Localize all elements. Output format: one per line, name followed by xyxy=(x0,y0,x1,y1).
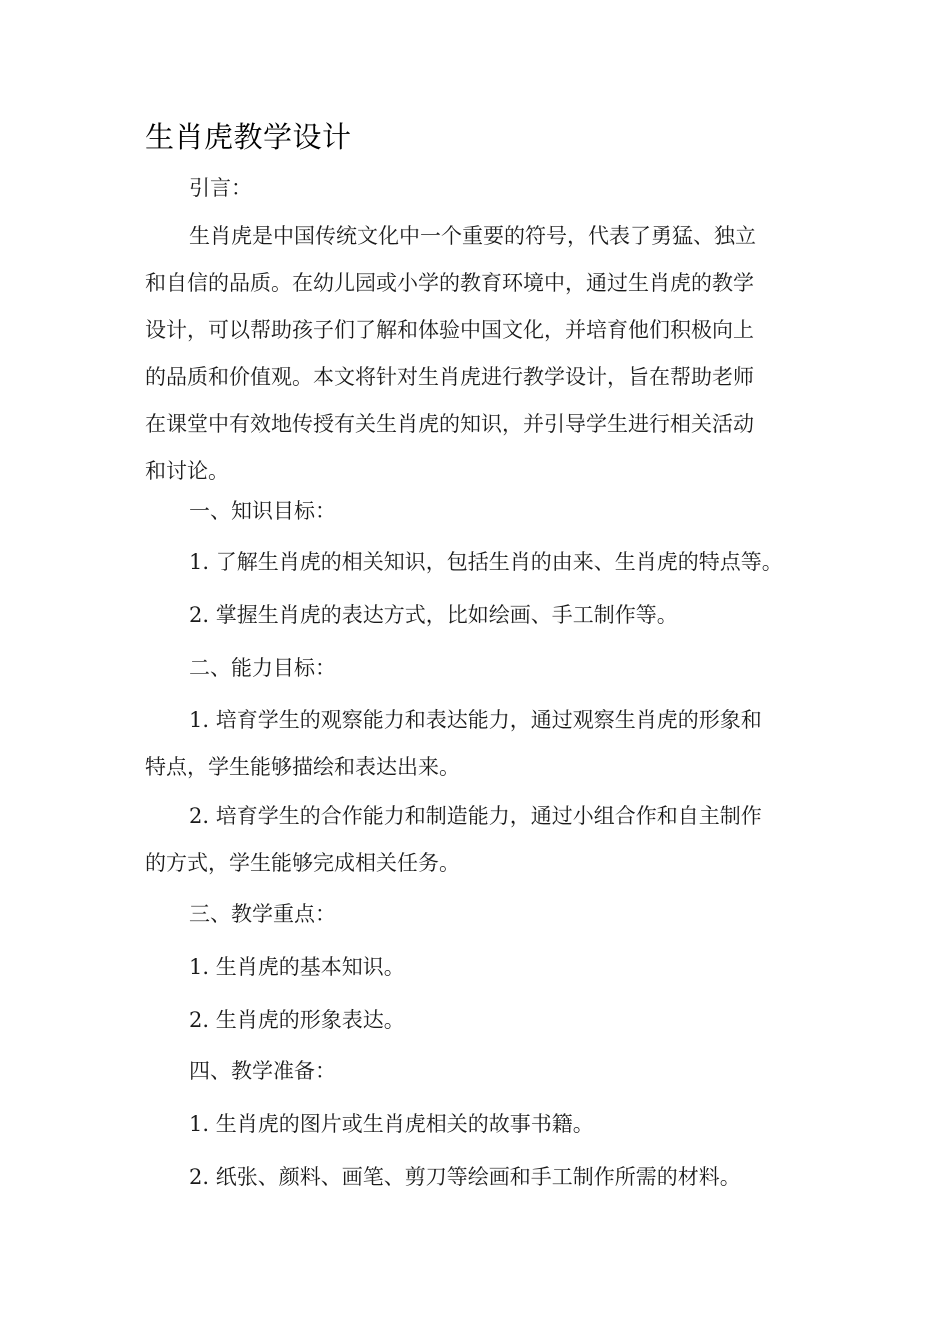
ability-section xyxy=(145,645,810,692)
ability-item-1 xyxy=(145,697,810,791)
preparation-item-1 xyxy=(145,1101,810,1148)
focus-item-2 xyxy=(145,997,810,1044)
knowledge-item-2 xyxy=(145,592,810,639)
preparation-item-2 xyxy=(145,1154,810,1201)
intro-label: 引言： xyxy=(189,176,252,200)
section-heading: 三、教学重点： xyxy=(189,902,336,926)
section-heading: 四、教学准备： xyxy=(189,1059,336,1083)
section-heading: 一、知识目标： xyxy=(189,499,336,523)
intro-line: 的品质和价值观。本文将针对生肖虎进行教学设计，旨在帮助老师 xyxy=(145,365,754,389)
intro-line: 在课堂中有效地传授有关生肖虎的知识，并引导学生进行相关活动 xyxy=(145,412,754,436)
preparation-section xyxy=(145,1048,810,1095)
intro-paragraph xyxy=(145,213,810,495)
document-title: 生肖虎教学设计 xyxy=(145,120,352,154)
focus-item-1 xyxy=(145,944,810,991)
focus-section xyxy=(145,891,810,938)
intro-block xyxy=(145,165,810,212)
ability-item-2 xyxy=(145,793,810,887)
list-item: 1. 生肖虎的图片或生肖虎相关的故事书籍。 xyxy=(189,1112,594,1136)
intro-line: 设计，可以帮助孩子们了解和体验中国文化，并培育他们积极向上 xyxy=(145,318,754,342)
section-heading: 二、能力目标： xyxy=(189,656,336,680)
list-item-continuation: 的方式，学生能够完成相关任务。 xyxy=(145,851,460,875)
intro-line: 和自信的品质。在幼儿园或小学的教育环境中，通过生肖虎的教学 xyxy=(145,271,754,295)
knowledge-item-1 xyxy=(145,539,810,586)
intro-line: 生肖虎是中国传统文化中一个重要的符号，代表了勇猛、独立 xyxy=(189,224,756,248)
list-item: 2. 生肖虎的形象表达。 xyxy=(189,1008,405,1032)
knowledge-section xyxy=(145,488,810,535)
list-item: 2. 培育学生的合作能力和制造能力，通过小组合作和自主制作 xyxy=(189,804,762,828)
intro-line: 和讨论。 xyxy=(145,459,229,483)
list-item-continuation: 特点，学生能够描绘和表达出来。 xyxy=(145,755,460,779)
list-item: 1. 生肖虎的基本知识。 xyxy=(189,955,405,979)
list-item: 1. 培育学生的观察能力和表达能力，通过观察生肖虎的形象和 xyxy=(189,708,762,732)
list-item: 2. 掌握生肖虎的表达方式，比如绘画、手工制作等。 xyxy=(189,603,678,627)
list-item: 1. 了解生肖虎的相关知识，包括生肖的由来、生肖虎的特点等。 xyxy=(189,550,783,574)
list-item: 2. 纸张、颜料、画笔、剪刀等绘画和手工制作所需的材料。 xyxy=(189,1165,741,1189)
